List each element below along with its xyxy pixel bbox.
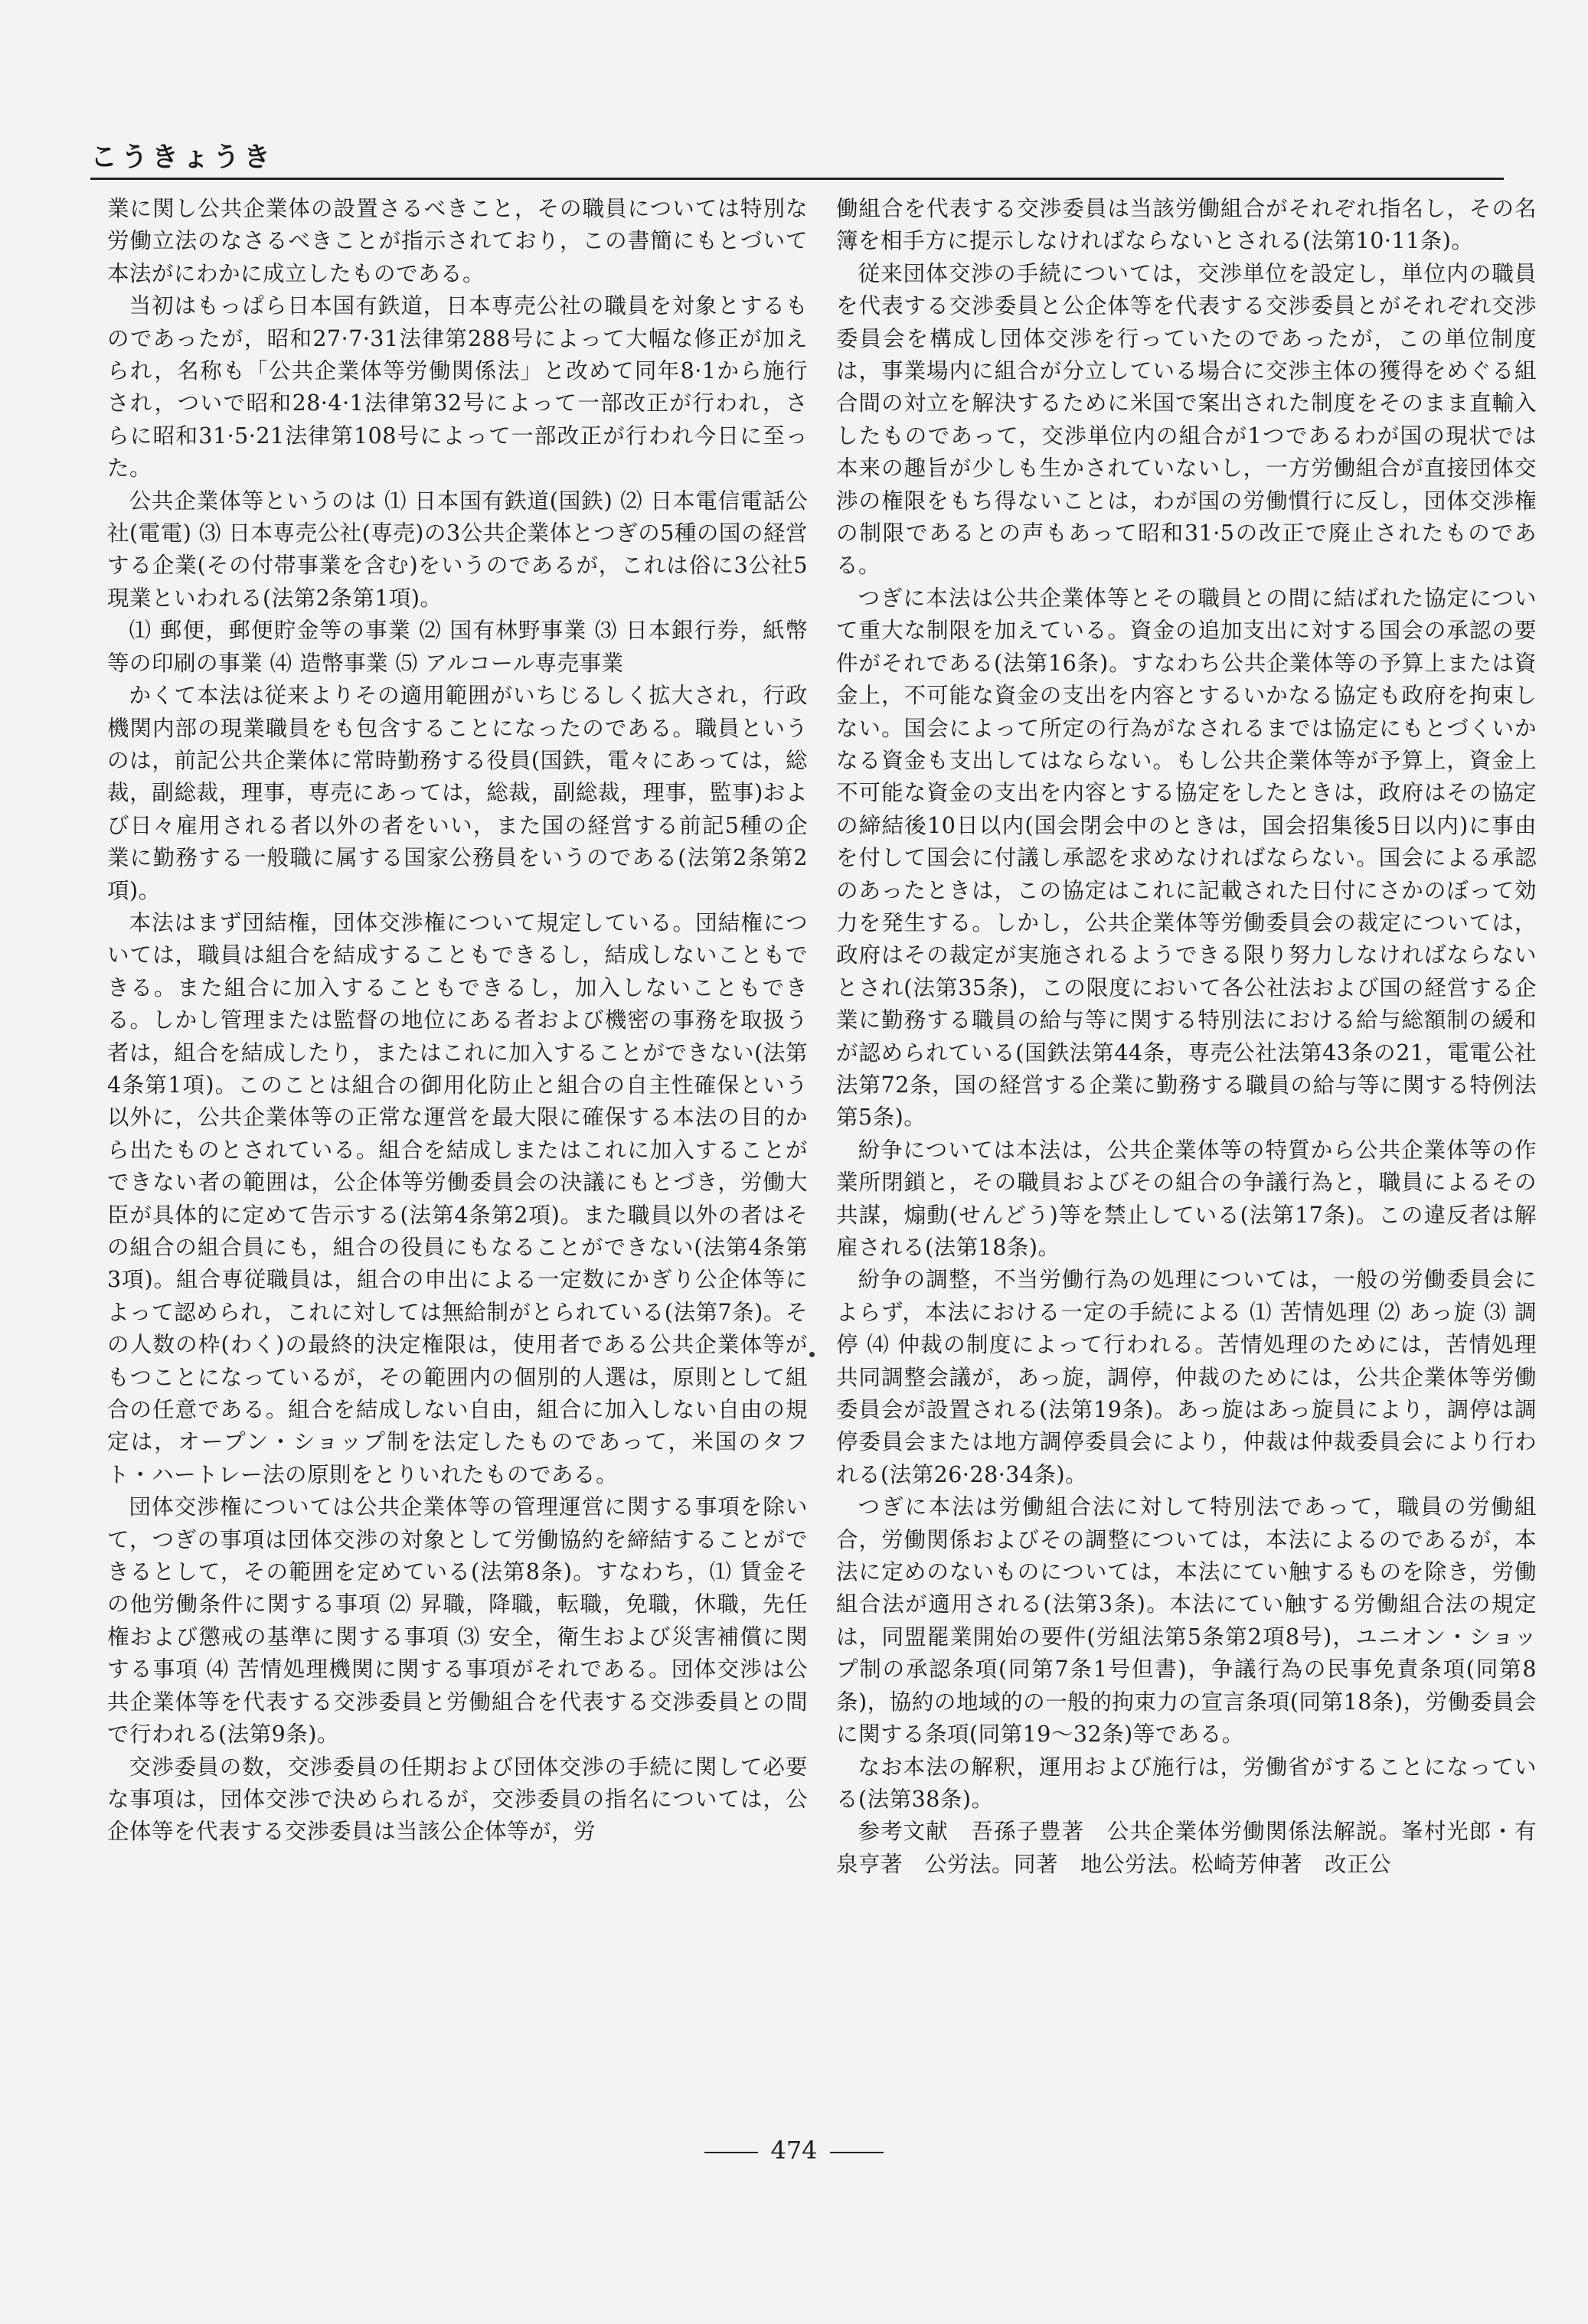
header-rule [90, 178, 1504, 180]
paragraph: ⑴ 郵便，郵便貯金等の事業 ⑵ 国有林野事業 ⑶ 日本銀行券，紙幣等の印刷の事業 ⑷ 造幣事業 ⑸ アルコール専売事業 [107, 618, 808, 676]
paragraph: 業に関し公共企業体の設置さるべきこと，その職員については特別な労働立法のなさるべきことが指示されており，この書簡にもとづいて本法がにわかに成立したものである。 [107, 196, 808, 286]
footer-dash-left [704, 2152, 758, 2153]
right-column [836, 193, 1537, 1881]
paragraph: 交渉委員の数，交渉委員の任期および団体交渉の手続に関して必要な事項は，団体交渉で決められるが，交渉委員の指名については，公企体等を代表する交渉委員は当該公企体等が，労 [107, 1754, 808, 1845]
stray-dot-mark [809, 1352, 815, 1357]
paragraph: 紛争については本法は，公共企業体等の特質から公共企業体等の作業所閉鎖と，その職員およびその組合の争議行為と，職員によるその共謀，煽動(せんどう)等を禁止している(法第17条)。この違反者は解雇される(法第18条)。 [836, 1137, 1537, 1260]
paragraph: 本法はまず団結権，団体交渉権について規定している。団結権については，職員は組合を結成することもできるし，結成しないこともできる。また組合に加入することもできるし，加入しないこともできる。しかし管理または監督の地位にある者および機密の事務を取扱う者は，組合を結成したり，またはこれに加入することができない(法第4条第1項)。このことは組合の御用化防止と組合の自主性確保という以外に，公共企業体等の正常な運営を最大限に確保する本法の目的から出たものとされている。組合を結成しまたはこれに加入することができない者の範囲は，公企体等労働委員会の決議にもとづき，労働大臣が具体的に定めて告示する(法第4条第2項)。また職員以外の者はその組合の組合員にも，組合の役員にもなることができない(法第4条第3項)。組合専従職員は，組合の申出による一定数にかぎり公企体等によって認められ，これに対しては無給制がとられている(法第7条)。その人数の枠(わく)の最終的決定権限は，使用者である公共企業体等がもつことになっているが，その範囲内の個別的人選は，原則として組合の任意である。組合を結成しない自由，組合に加入しない自由の規定は，オープン・ショップ制を法定したものであって，米国のタフト・ハートレー法の原則をとりいれたものである。 [107, 909, 808, 1487]
paragraph: 当初はもっぱら日本国有鉄道，日本専売公社の職員を対象とするものであったが，昭和27·7·31法律第288号によって大幅な修正が加えられ，名称も「公共企業体等労働関係法」と改めて同年8·1から施行され，ついで昭和28·4·1法律第32号によって一部改正が行われ，さらに昭和31·5·21法律第108号によって一部改正が行われ今日に至った。 [107, 293, 808, 481]
left-column [107, 193, 808, 1849]
paragraph: かくて本法は従来よりその適用範囲がいちじるしく拡大され，行政機関内部の現業職員をも包含することになったのである。職員というのは，前記公共企業体に常時勤務する役員(国鉄，電々にあっては，総裁，副総裁，理事，専売にあっては，総裁，副総裁，理事，監事)および日々雇用される者以外の者をいい，また国の経営する前記5種の企業に勤務する一般職に属する国家公務員をいうのである(法第2条第2項)。 [107, 683, 808, 903]
paragraph: なお本法の解釈，運用および施行は，労働省がすることになっている(法第38条)。 [836, 1754, 1537, 1812]
paragraph: つぎに本法は公共企業体等とその職員との間に結ばれた協定について重大な制限を加えている。資金の追加支出に対する国会の承認の要件がそれである(法第16条)。すなわち公共企業体等の予算上または資金上，不可能な資金の支出を内容とするいかなる協定も政府を拘束しない。国会によって所定の行為がなされるまでは協定にもとづくいかなる資金も支出してはならない。もし公共企業体等が予算上，資金上不可能な資金の支出を内容とする協定をしたときは，政府はその協定の締結後10日以内(国会閉会中のときは，国会招集後5日以内)に事由を付して国会に付議し承認を求めなければならない。国会による承認のあったときは，この協定はこれに記載された日付にさかのぼって効力を発生する。しかし，公共企業体等労働委員会の裁定については，政府はその裁定が実施されるようできる限り努力しなければならないとされ(法第35条)，この限度において各公社法および国の経営する企業に勤務する職員の給与等に関する特別法における給与総額制の緩和が認められている(国鉄法第44条，専売公社法第43条の21，電電公社法第72条，国の経営する企業に勤務する職員の給与等に関する特例法第5条)。 [836, 585, 1537, 1131]
paragraph: 働組合を代表する交渉委員は当該労働組合がそれぞれ指名し，その名簿を相手方に提示しなければならないとされる(法第10·11条)。 [836, 196, 1537, 254]
references-paragraph: 参考文献 吾孫子豊著 公共企業体労働関係法解説。峯村光郎・有泉亨著 公労法。同著 地公労法。松崎芳伸著 改正公 [836, 1819, 1537, 1877]
page-number-footer [0, 2136, 1588, 2165]
paragraph: 公共企業体等というのは ⑴ 日本国有鉄道(国鉄) ⑵ 日本電信電話公社(電電) ⑶ 日本専売公社(専売)の3公共企業体とつぎの5種の国の経営する企業(その付帯事業を含む)をいうのであるが，これは俗に3公社5現業といわれる(法第2条第1項)。 [107, 488, 808, 611]
paragraph: 団体交渉権については公共企業体等の管理運営に関する事項を除いて，つぎの事項は団体交渉の対象として労働協約を締結することができるとして，その範囲を定めている(法第8条)。すなわち，⑴ 賃金その他労働条件に関する事項 ⑵ 昇職，降職，転職，免職，休職，先任権および懲戒の基準に関する事項 ⑶ 安全，衛生および災害補償に関する事項 ⑷ 苦情処理機関に関する事項がそれである。団体交渉は公共企業体等を代表する交渉委員と労働組合を代表する交渉委員との間で行われる(法第9条)。 [107, 1494, 808, 1748]
page-number: 474 [770, 2136, 818, 2165]
paragraph: 従来団体交渉の手続については，交渉単位を設定し，単位内の職員を代表する交渉委員と公企体等を代表する交渉委員とがそれぞれ交渉委員会を構成し団体交渉を行っていたのであったが，この単位制度は，事業場内に組合が分立している場合に交渉主体の獲得をめぐる組合間の対立を解決するために米国で案出された制度をそのまま直輸入したものであって，交渉単位内の組合が1つであるわが国の現状では本来の趣旨が少しも生かされていないし，一方労働組合が直接団体交渉の権限をもち得ないことは，わが国の労働慣行に反し，団体交渉権の制限であるとの声もあって昭和31·5の改正で廃止されたものである。 [836, 260, 1537, 579]
footer-dash-right [830, 2152, 884, 2153]
page-header-title: こうきょうき [90, 142, 275, 173]
paragraph: つぎに本法は労働組合法に対して特別法であって，職員の労働組合，労働関係およびその調整については，本法によるのであるが，本法に定めのないものについては，本法にてい触するものを除き，労働組合法が適用される(法第3条)。本法にてい触する労働組合法の規定は，同盟罷業開始の要件(労組法第5条第2項8号)，ユニオン・ショップ制の承認条項(同第7条1号但書)，争議行為の民事免責条項(同第8条)，協約の地域的の一般的拘束力の宣言条項(同第18条)，労働委員会に関する条項(同第19〜32条)等である。 [836, 1494, 1537, 1748]
paragraph: 紛争の調整，不当労働行為の処理については，一般の労働委員会によらず，本法における一定の手続による ⑴ 苦情処理 ⑵ あっ旋 ⑶ 調停 ⑷ 仲裁の制度によって行われる。苦情処理のためには，苦情処理共同調整会議が，あっ旋，調停，仲裁のためには，公共企業体等労働委員会が設置される(法第19条)。あっ旋はあっ旋員により，調停は調停委員会または地方調停委員会により，仲裁は仲裁委員会により行われる(法第26·28·34条)。 [836, 1267, 1537, 1487]
